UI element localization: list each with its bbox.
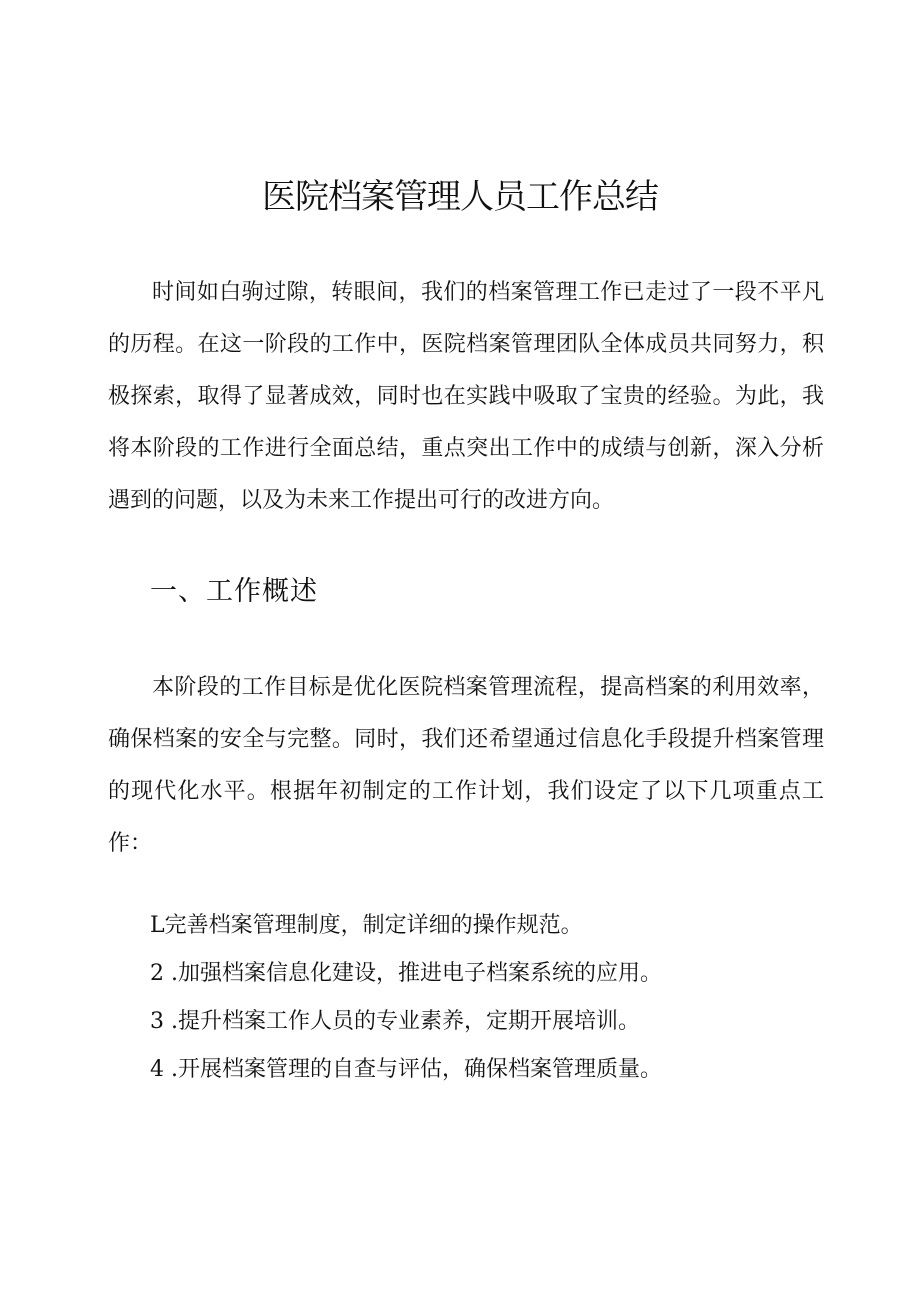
list-item: 3 .提升档案工作人员的专业素养，定期开展培训。 (150, 1009, 640, 1034)
list-item: 2 .加强档案信息化建设，推进电子档案系统的应用。 (150, 961, 662, 986)
list-item: L完善档案管理制度，制定详细的操作规范。 (150, 913, 583, 938)
list-item: 4 .开展档案管理的自查与评估，确保档案管理质量。 (150, 1057, 662, 1082)
key-tasks-list (150, 902, 662, 1094)
document-title: 医院档案管理人员工作总结 (262, 177, 658, 217)
section-heading: 一、工作概述 (150, 576, 318, 607)
section-paragraph: 本阶段的工作目标是优化医院档案管理流程，提高档案的利用效率，确保档案的安全与完整。同时，我们还希望通过信息化手段提升档案管理的现代化水平。根据年初制定的工作计划，我们设定了以下几项重点工作： (108, 675, 824, 856)
intro-paragraph: 时间如白驹过隙，转眼间，我们的档案管理工作已走过了一段不平凡的历程。在这一阶段的工作中，医院档案管理团队全体成员共同努力，积极探索，取得了显著成效，同时也在实践中吸取了宝贵的经验。为此，我将本阶段的工作进行全面总结，重点突出工作中的成绩与创新，深入分析遇到的问题，以及为未来工作提出可行的改进方向。 (108, 280, 824, 513)
